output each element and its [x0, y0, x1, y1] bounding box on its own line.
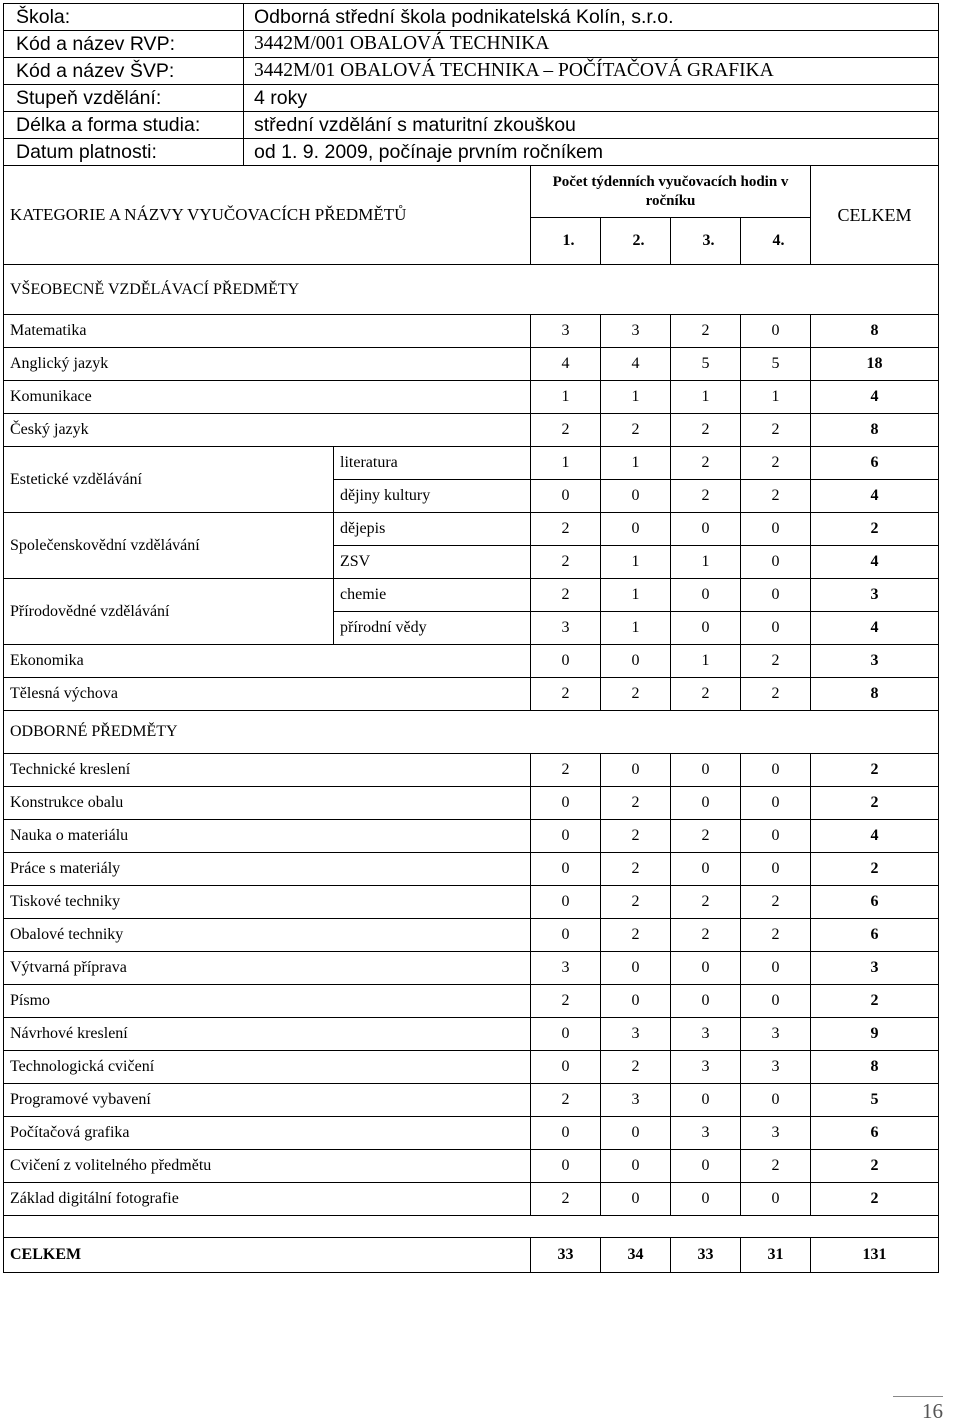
year-hours: 2: [671, 820, 741, 853]
section-title: VŠEOBECNĚ VZDĚLÁVACÍ PŘEDMĚTY: [4, 265, 939, 315]
year-hours: 0: [741, 315, 811, 348]
year-hours: 2: [741, 447, 811, 480]
year-hours: 2: [671, 919, 741, 952]
year-hours: 3: [601, 1084, 671, 1117]
year-hours: 5: [671, 348, 741, 381]
year-hours: 2: [671, 480, 741, 513]
year-hours: 0: [671, 985, 741, 1018]
subject-row: [4, 919, 939, 952]
info-value: od 1. 9. 2009, počínaje prvním ročníkem: [244, 139, 939, 166]
page-number: 16: [893, 1396, 943, 1424]
year-hours: 1: [601, 546, 671, 579]
year-total: 31: [741, 1238, 811, 1273]
grand-total-value: 131: [811, 1238, 939, 1273]
year-hours: 0: [741, 612, 811, 645]
year-total: 33: [671, 1238, 741, 1273]
year-hours: 0: [741, 1084, 811, 1117]
year-hours: 0: [741, 579, 811, 612]
info-label: Délka a forma studia:: [4, 112, 244, 139]
year-hours: 3: [741, 1117, 811, 1150]
group-name: Společenskovědní vzdělávání: [4, 513, 334, 579]
weekly-hours-header: Počet týdenních vyučovacích hodin v ročníku: [531, 166, 811, 218]
subject-row: [4, 381, 939, 414]
subject-row: [4, 886, 939, 919]
subject-name: Anglický jazyk: [4, 348, 531, 381]
subject-row: [4, 1183, 939, 1216]
info-row: [4, 139, 939, 166]
grand-total-label: CELKEM: [4, 1238, 531, 1273]
year-hours: 0: [741, 513, 811, 546]
info-value: 4 roky: [244, 85, 939, 112]
year-hours: 0: [671, 1183, 741, 1216]
year-hours: 0: [741, 820, 811, 853]
subject-name: chemie: [334, 579, 531, 612]
year-hours: 3: [671, 1018, 741, 1051]
info-value: střední vzdělání s maturitní zkouškou: [244, 112, 939, 139]
subject-row: [4, 1018, 939, 1051]
subject-name: Programové vybavení: [4, 1084, 531, 1117]
row-total: 3: [811, 579, 939, 612]
subject-name: Ekonomika: [4, 645, 531, 678]
year-hours: 0: [531, 820, 601, 853]
year-hours: 2: [531, 579, 601, 612]
subject-row: [4, 678, 939, 711]
info-label: Kód a název ŠVP:: [4, 58, 244, 85]
year-hours: 0: [671, 787, 741, 820]
year-hours: 3: [601, 1018, 671, 1051]
year-hours: 2: [741, 886, 811, 919]
year-hours: 0: [601, 1183, 671, 1216]
section-row: [4, 711, 939, 754]
year-hours: 0: [531, 1117, 601, 1150]
subject-name: Technologická cvičení: [4, 1051, 531, 1084]
year-hours: 2: [601, 886, 671, 919]
year-hours: 2: [531, 546, 601, 579]
year-hours: 2: [601, 1051, 671, 1084]
year-hours: 0: [531, 1051, 601, 1084]
year-hours: 5: [741, 348, 811, 381]
year-hours: 2: [671, 414, 741, 447]
subject-row: [4, 754, 939, 787]
year-hours: 0: [601, 1150, 671, 1183]
school-info-table: [3, 3, 939, 166]
year-hours: 4: [531, 348, 601, 381]
subject-name: Český jazyk: [4, 414, 531, 447]
year-hours: 2: [601, 919, 671, 952]
year-hours: 1: [601, 381, 671, 414]
year-hours: 0: [531, 1150, 601, 1183]
year-hours: 2: [671, 447, 741, 480]
year-hours: 0: [531, 853, 601, 886]
year-hours: 0: [671, 579, 741, 612]
header-row: [4, 166, 939, 218]
grand-total-row: [4, 1238, 939, 1273]
info-label: Kód a název RVP:: [4, 31, 244, 58]
spacer-row: [4, 1216, 939, 1238]
year-hours: 2: [671, 886, 741, 919]
subject-row: [4, 787, 939, 820]
year-header: 4.: [741, 218, 811, 265]
year-hours: 0: [741, 1183, 811, 1216]
subject-name: literatura: [334, 447, 531, 480]
year-hours: 3: [671, 1117, 741, 1150]
year-hours: 2: [601, 787, 671, 820]
row-total: 2: [811, 1183, 939, 1216]
year-hours: 3: [601, 315, 671, 348]
row-total: 18: [811, 348, 939, 381]
info-value: 3442M/01 OBALOVÁ TECHNIKA – POČÍTAČOVÁ GRAFIKA: [244, 58, 939, 85]
year-hours: 2: [741, 919, 811, 952]
spacer-cell: [4, 1216, 939, 1238]
info-row: [4, 112, 939, 139]
total-header: CELKEM: [811, 166, 939, 265]
year-hours: 0: [671, 1084, 741, 1117]
subject-name: Výtvarná příprava: [4, 952, 531, 985]
row-total: 6: [811, 447, 939, 480]
subject-name: Tiskové techniky: [4, 886, 531, 919]
year-hours: 2: [741, 645, 811, 678]
group-name: Přírodovědné vzdělávání: [4, 579, 334, 645]
year-hours: 0: [671, 754, 741, 787]
year-hours: 1: [671, 546, 741, 579]
year-hours: 0: [671, 612, 741, 645]
year-hours: 3: [531, 612, 601, 645]
row-total: 2: [811, 787, 939, 820]
subject-name: Nauka o materiálu: [4, 820, 531, 853]
subject-name: Písmo: [4, 985, 531, 1018]
row-total: 6: [811, 1117, 939, 1150]
subject-row: [4, 315, 939, 348]
subject-name: Práce s materiály: [4, 853, 531, 886]
row-total: 4: [811, 381, 939, 414]
row-total: 2: [811, 1150, 939, 1183]
section-title: ODBORNÉ PŘEDMĚTY: [4, 711, 939, 754]
row-total: 3: [811, 952, 939, 985]
curriculum-table: [3, 165, 939, 1273]
row-total: 6: [811, 919, 939, 952]
year-header: 1.: [531, 218, 601, 265]
year-hours: 0: [741, 853, 811, 886]
year-hours: 2: [531, 1084, 601, 1117]
year-hours: 0: [741, 546, 811, 579]
year-hours: 2: [601, 853, 671, 886]
year-hours: 3: [741, 1018, 811, 1051]
row-total: 3: [811, 645, 939, 678]
year-hours: 0: [741, 985, 811, 1018]
year-hours: 2: [531, 678, 601, 711]
subject-name: Matematika: [4, 315, 531, 348]
subject-row: [4, 853, 939, 886]
info-value: Odborná střední škola podnikatelská Kolín, s.r.o.: [244, 4, 939, 31]
year-hours: 0: [531, 886, 601, 919]
year-hours: 2: [741, 414, 811, 447]
info-label: Datum platnosti:: [4, 139, 244, 166]
info-label: Škola:: [4, 4, 244, 31]
year-hours: 3: [531, 315, 601, 348]
year-hours: 0: [741, 952, 811, 985]
subject-row: [4, 447, 939, 480]
year-hours: 3: [531, 952, 601, 985]
year-hours: 2: [601, 414, 671, 447]
year-hours: 2: [531, 414, 601, 447]
year-hours: 0: [601, 513, 671, 546]
subject-name: Základ digitální fotografie: [4, 1183, 531, 1216]
year-hours: 3: [741, 1051, 811, 1084]
subject-row: [4, 820, 939, 853]
year-header: 2.: [601, 218, 671, 265]
subject-name: dějiny kultury: [334, 480, 531, 513]
year-hours: 0: [531, 919, 601, 952]
year-hours: 2: [531, 1183, 601, 1216]
year-hours: 0: [531, 787, 601, 820]
subject-name: Komunikace: [4, 381, 531, 414]
group-name: Estetické vzdělávání: [4, 447, 334, 513]
info-value: 3442M/001 OBALOVÁ TECHNIKA: [244, 31, 939, 58]
section-row: [4, 265, 939, 315]
subject-row: [4, 1150, 939, 1183]
subject-row: [4, 1117, 939, 1150]
year-hours: 0: [741, 754, 811, 787]
year-hours: 0: [601, 1117, 671, 1150]
info-row: [4, 58, 939, 85]
subject-row: [4, 645, 939, 678]
year-hours: 1: [671, 645, 741, 678]
year-hours: 4: [601, 348, 671, 381]
year-hours: 2: [741, 678, 811, 711]
year-hours: 0: [671, 1150, 741, 1183]
row-total: 8: [811, 414, 939, 447]
subject-name: Tělesná výchova: [4, 678, 531, 711]
year-hours: 0: [671, 513, 741, 546]
row-total: 9: [811, 1018, 939, 1051]
subject-row: [4, 952, 939, 985]
year-hours: 2: [531, 754, 601, 787]
year-hours: 0: [601, 754, 671, 787]
year-hours: 0: [601, 952, 671, 985]
year-hours: 2: [741, 480, 811, 513]
year-hours: 2: [601, 678, 671, 711]
subject-name: Návrhové kreslení: [4, 1018, 531, 1051]
year-hours: 1: [601, 579, 671, 612]
subject-name: dějepis: [334, 513, 531, 546]
year-hours: 1: [741, 381, 811, 414]
year-hours: 0: [531, 480, 601, 513]
row-total: 4: [811, 612, 939, 645]
year-hours: 0: [741, 787, 811, 820]
row-total: 5: [811, 1084, 939, 1117]
year-hours: 0: [601, 985, 671, 1018]
year-total: 34: [601, 1238, 671, 1273]
row-total: 2: [811, 985, 939, 1018]
row-total: 2: [811, 513, 939, 546]
year-header: 3.: [671, 218, 741, 265]
subject-name: Konstrukce obalu: [4, 787, 531, 820]
row-total: 2: [811, 853, 939, 886]
year-hours: 0: [601, 480, 671, 513]
subject-row: [4, 414, 939, 447]
row-total: 4: [811, 546, 939, 579]
info-row: [4, 31, 939, 58]
row-total: 4: [811, 820, 939, 853]
subject-name: Počítačová grafika: [4, 1117, 531, 1150]
row-total: 6: [811, 886, 939, 919]
year-hours: 2: [741, 1150, 811, 1183]
year-hours: 2: [671, 678, 741, 711]
subject-name: ZSV: [334, 546, 531, 579]
subject-name: Obalové techniky: [4, 919, 531, 952]
subject-row: [4, 348, 939, 381]
year-hours: 0: [531, 645, 601, 678]
year-hours: 1: [601, 612, 671, 645]
info-label: Stupeň vzdělání:: [4, 85, 244, 112]
category-header: KATEGORIE A NÁZVY VYUČOVACÍCH PŘEDMĚTŮ: [4, 166, 531, 265]
subject-row: [4, 513, 939, 546]
subject-row: [4, 1084, 939, 1117]
subject-row: [4, 1051, 939, 1084]
info-row: [4, 85, 939, 112]
year-hours: 2: [601, 820, 671, 853]
year-hours: 0: [671, 853, 741, 886]
year-hours: 2: [531, 513, 601, 546]
subject-row: [4, 579, 939, 612]
year-hours: 0: [531, 1018, 601, 1051]
year-hours: 2: [671, 315, 741, 348]
school-info-body: [4, 4, 939, 166]
year-hours: 0: [671, 952, 741, 985]
subject-name: Technické kreslení: [4, 754, 531, 787]
row-total: 4: [811, 480, 939, 513]
subject-name: Cvičení z volitelného předmětu: [4, 1150, 531, 1183]
row-total: 2: [811, 754, 939, 787]
year-hours: 3: [671, 1051, 741, 1084]
row-total: 8: [811, 678, 939, 711]
year-hours: 1: [531, 381, 601, 414]
subject-row: [4, 985, 939, 1018]
subject-name: přírodní vědy: [334, 612, 531, 645]
year-hours: 1: [601, 447, 671, 480]
year-hours: 1: [531, 447, 601, 480]
curriculum-body: [4, 166, 939, 1273]
row-total: 8: [811, 1051, 939, 1084]
info-row: [4, 4, 939, 31]
year-hours: 0: [601, 645, 671, 678]
year-hours: 2: [531, 985, 601, 1018]
row-total: 8: [811, 315, 939, 348]
year-hours: 1: [671, 381, 741, 414]
year-total: 33: [531, 1238, 601, 1273]
